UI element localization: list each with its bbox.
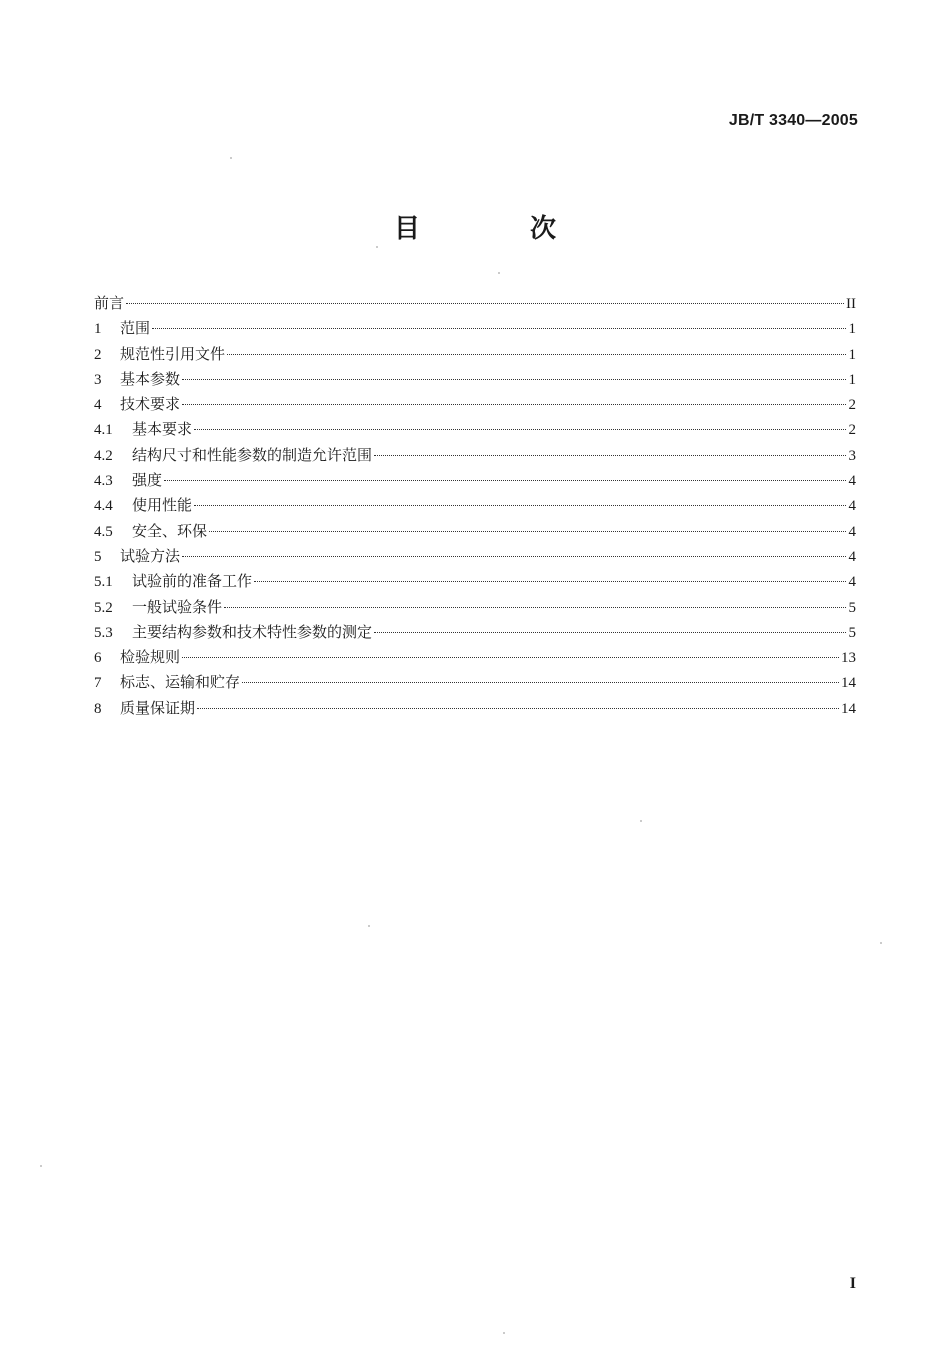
toc-row[interactable] xyxy=(94,417,856,442)
toc-dot-leader xyxy=(182,379,846,380)
toc-dot-leader xyxy=(227,354,846,355)
toc-row[interactable] xyxy=(94,595,856,620)
toc-row[interactable] xyxy=(94,443,856,468)
toc-row[interactable] xyxy=(94,670,856,695)
toc-section-title: 安全、环保 xyxy=(132,521,208,540)
toc-dot-leader xyxy=(182,657,839,658)
scan-speck xyxy=(230,157,232,159)
toc-row[interactable] xyxy=(94,569,856,594)
toc-section-title: 强度 xyxy=(132,471,163,490)
toc-page-number: 2 xyxy=(848,422,856,439)
scan-speck xyxy=(376,246,378,248)
toc-page-number: 3 xyxy=(848,447,856,464)
toc-section-number: 3 xyxy=(94,371,102,388)
toc-dot-leader xyxy=(197,708,839,709)
toc-dot-leader xyxy=(152,328,846,329)
toc-section-title: 一般试验条件 xyxy=(132,597,223,616)
toc-section-number: 4.4 xyxy=(94,498,113,515)
toc-section-number: 4.5 xyxy=(94,523,113,540)
toc-row[interactable] xyxy=(94,620,856,645)
toc-section-title: 标志、运输和贮存 xyxy=(120,673,241,692)
scan-speck xyxy=(880,942,882,944)
toc-dot-leader xyxy=(254,581,846,582)
toc-page-number: II xyxy=(846,296,856,312)
toc-page-number: 4 xyxy=(848,574,856,591)
toc-dot-leader xyxy=(194,429,846,430)
toc-section-number: 2 xyxy=(94,346,102,363)
toc-section-number: 4.3 xyxy=(94,473,113,490)
toc-dot-leader xyxy=(194,505,846,506)
toc-section-title: 技术要求 xyxy=(120,395,181,414)
page-number: I xyxy=(849,1275,856,1292)
toc-section-title: 基本要求 xyxy=(132,420,193,439)
scan-speck xyxy=(640,820,642,822)
toc-row[interactable] xyxy=(94,342,856,367)
scan-speck xyxy=(498,272,500,274)
toc-row[interactable] xyxy=(94,696,856,721)
toc-section-title: 质量保证期 xyxy=(120,698,196,717)
toc-page-number: 1 xyxy=(848,321,856,338)
toc-page-number: 5 xyxy=(848,624,856,641)
page-title: 目 次 xyxy=(393,214,598,244)
toc-section-title: 主要结构参数和技术特性参数的测定 xyxy=(132,622,373,641)
toc-section-title: 结构尺寸和性能参数的制造允许范围 xyxy=(132,445,373,464)
toc-section-number: 8 xyxy=(94,700,102,717)
toc-page-number: 2 xyxy=(848,397,856,414)
toc-section-number: 1 xyxy=(94,321,102,338)
toc-dot-leader xyxy=(164,480,846,481)
toc-section-number: 7 xyxy=(94,675,102,692)
toc-section-title: 前言 xyxy=(94,294,125,312)
scan-speck xyxy=(40,1165,42,1167)
toc-page-number: 4 xyxy=(848,548,856,565)
toc-section-title: 规范性引用文件 xyxy=(120,344,226,363)
toc-dot-leader xyxy=(242,682,839,683)
toc-row[interactable] xyxy=(94,291,856,316)
toc-dot-leader xyxy=(224,607,846,608)
toc-row[interactable] xyxy=(94,519,856,544)
toc-section-title: 检验规则 xyxy=(120,648,181,667)
toc-section-number: 5 xyxy=(94,548,102,565)
toc-dot-leader xyxy=(374,455,846,456)
toc-page-number: 5 xyxy=(848,599,856,616)
toc-section-number: 4.2 xyxy=(94,447,113,464)
toc-row[interactable] xyxy=(94,367,856,392)
toc-section-number: 5.1 xyxy=(94,574,113,591)
toc-dot-leader xyxy=(374,632,846,633)
toc-dot-leader xyxy=(182,556,846,557)
toc-page-number: 4 xyxy=(848,498,856,515)
toc-section-title: 试验方法 xyxy=(120,546,181,565)
toc-page-number: 4 xyxy=(848,473,856,490)
toc-row[interactable] xyxy=(94,544,856,569)
toc-page-number: 14 xyxy=(841,700,856,717)
toc-section-title: 基本参数 xyxy=(120,369,181,388)
toc-page-number: 1 xyxy=(848,346,856,363)
toc-section-number: 6 xyxy=(94,650,102,667)
toc-page-number: 13 xyxy=(841,650,856,667)
scan-speck xyxy=(503,1332,505,1334)
toc-section-title: 试验前的准备工作 xyxy=(132,572,253,591)
toc-row[interactable] xyxy=(94,316,856,341)
standard-number: JB/T 3340—2005 xyxy=(728,112,858,129)
toc-section-number: 4.1 xyxy=(94,422,113,439)
toc-page-number: 14 xyxy=(841,675,856,692)
toc-dot-leader xyxy=(126,303,844,304)
toc-section-number: 5.3 xyxy=(94,624,113,641)
toc-section-number: 4 xyxy=(94,397,102,414)
toc-row[interactable] xyxy=(94,645,856,670)
toc-row[interactable] xyxy=(94,468,856,493)
toc-section-number: 5.2 xyxy=(94,599,113,616)
table-of-contents xyxy=(94,291,856,721)
toc-section-title: 范围 xyxy=(120,319,151,338)
toc-section-title: 使用性能 xyxy=(132,496,193,515)
toc-dot-leader xyxy=(209,531,846,532)
toc-page-number: 1 xyxy=(848,371,856,388)
toc-row[interactable] xyxy=(94,392,856,417)
toc-row[interactable] xyxy=(94,493,856,518)
toc-dot-leader xyxy=(182,404,846,405)
scan-speck xyxy=(368,925,370,927)
toc-page-number: 4 xyxy=(848,523,856,540)
